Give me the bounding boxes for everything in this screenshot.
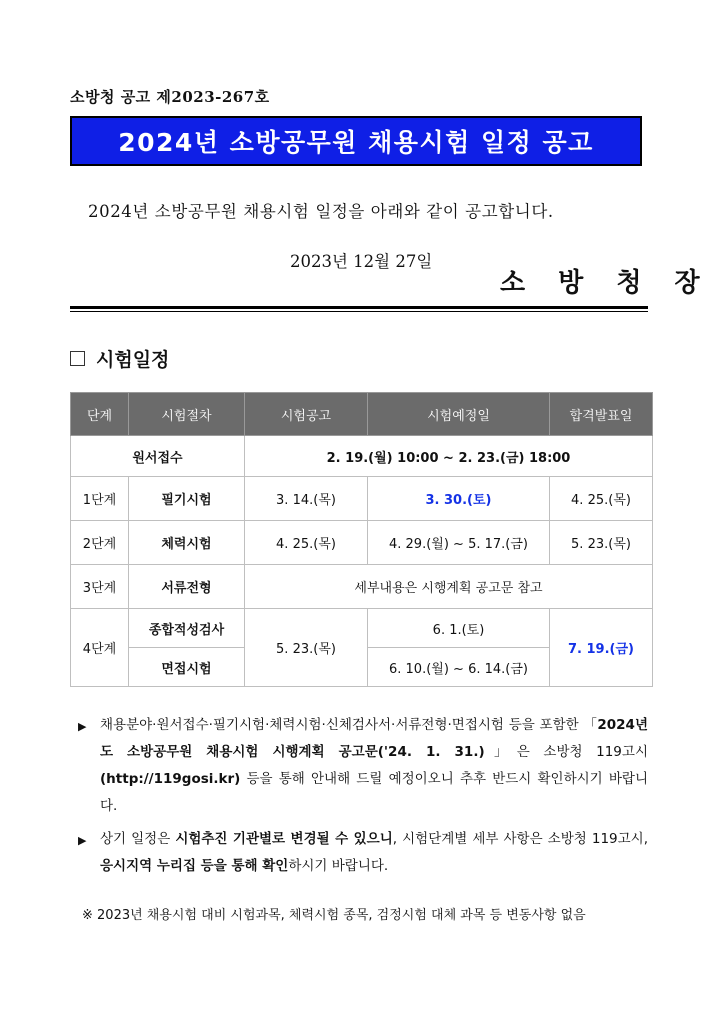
stage-cell: 4단계 xyxy=(71,609,129,687)
exam-date-cell: 4. 29.(월) ~ 5. 17.(금) xyxy=(368,521,550,565)
signature: 소 방 청 장 xyxy=(500,268,712,298)
stage-cell: 1단계 xyxy=(71,477,129,521)
exam-date-cell: 3. 30.(토) xyxy=(368,477,550,521)
note-segment: , 시험단계별 세부 사항은 소방청 119고시, xyxy=(392,831,649,847)
triangle-right-icon: ▶ xyxy=(78,720,87,733)
header-stage: 단계 xyxy=(71,393,129,436)
note-text xyxy=(100,712,648,820)
divider-thick xyxy=(70,306,648,309)
gosi-link[interactable]: (http://119gosi.kr) xyxy=(100,771,241,787)
result-date-cell: 4. 25.(목) xyxy=(550,477,653,521)
notice-number: 소방청 공고 제2023-267호 xyxy=(70,88,270,106)
page-title: 2024년 소방공무원 채용시험 일정 공고 xyxy=(118,128,594,157)
header-procedure: 시험절차 xyxy=(129,393,245,436)
table-row xyxy=(71,436,653,477)
procedure-cell: 서류전형 xyxy=(129,565,245,609)
result-date-cell: 5. 23.(목) xyxy=(550,521,653,565)
divider-thin xyxy=(70,311,648,312)
schedule-table xyxy=(70,392,653,687)
note-segment: 등을 통해 안내해 드릴 예정이오니 추후 반드시 확인하시기 바랍니다. xyxy=(100,771,648,814)
header-exam-date: 시험예정일 xyxy=(368,393,550,436)
header-result-date: 합격발표일 xyxy=(550,393,653,436)
note-segment: 채용분야·원서접수·필기시험·체력시험·신체검사서·서류전형·면접시험 등을 포함한 「 xyxy=(100,717,598,733)
table-row xyxy=(71,477,653,521)
procedure-cell: 필기시험 xyxy=(129,477,245,521)
stage-cell: 3단계 xyxy=(71,565,129,609)
table-row xyxy=(71,521,653,565)
header-notice: 시험공고 xyxy=(245,393,368,436)
notice-cell: 4. 25.(목) xyxy=(245,521,368,565)
intro-text: 2024년 소방공무원 채용시험 일정을 아래와 같이 공고합니다. xyxy=(88,202,554,221)
result-date-cell: 7. 19.(금) xyxy=(550,609,653,687)
table-header-row xyxy=(71,393,653,436)
section-title: 시험일정 xyxy=(96,349,170,371)
note-emphasis: 응시지역 누리집 등을 통해 확인 xyxy=(100,858,289,874)
note-emphasis: 시험추진 기관별로 변경될 수 있으니 xyxy=(175,831,393,847)
exam-date-cell: 6. 10.(월) ~ 6. 14.(금) xyxy=(368,648,550,687)
checkbox-square-icon xyxy=(70,351,85,366)
notice-date: 2023년 12월 27일 xyxy=(290,252,433,271)
table-row xyxy=(71,565,653,609)
section-header xyxy=(70,345,169,372)
note-item xyxy=(78,712,648,820)
application-period: 2. 19.(월) 10:00 ~ 2. 23.(금) 18:00 xyxy=(245,436,653,477)
title-banner xyxy=(70,116,642,166)
merged-note-cell: 세부내용은 시행계획 공고문 참고 xyxy=(245,565,653,609)
procedure-cell: 면접시험 xyxy=(129,648,245,687)
exam-date-cell: 6. 1.(토) xyxy=(368,609,550,648)
notice-cell: 3. 14.(목) xyxy=(245,477,368,521)
note-segment: 상기 일정은 xyxy=(100,831,176,847)
footnote: ※ 2023년 채용시험 대비 시험과목, 체력시험 종목, 검정시험 대체 과목 등 변동사항 없음 xyxy=(82,908,586,923)
stage-cell: 2단계 xyxy=(71,521,129,565)
note-emphasis: 2024년도 소방공무원 채용시험 시행계획 공고문('24. 1. 31.) xyxy=(100,717,648,760)
note-segment: 」은 소방청 119고시 xyxy=(484,744,648,760)
procedure-cell: 체력시험 xyxy=(129,521,245,565)
procedure-cell: 종합적성검사 xyxy=(129,609,245,648)
note-segment: 하시기 바랍니다. xyxy=(288,858,389,874)
notes-section xyxy=(78,712,648,886)
note-item xyxy=(78,826,648,880)
triangle-right-icon: ▶ xyxy=(78,834,87,847)
note-text xyxy=(100,826,648,880)
table-row xyxy=(71,609,653,648)
application-label: 원서접수 xyxy=(71,436,245,477)
notice-cell: 5. 23.(목) xyxy=(245,609,368,687)
